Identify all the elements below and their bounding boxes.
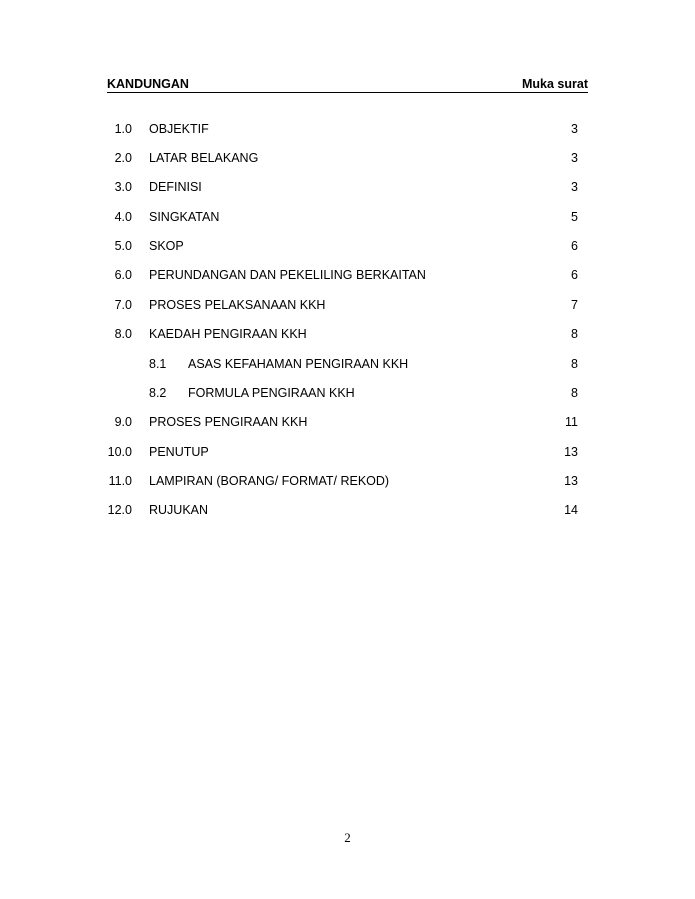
toc-entry-page: 6 — [571, 239, 578, 253]
toc-entry-5 — [0, 238, 695, 254]
toc-entry-title: PROSES PENGIRAAN KKH — [149, 415, 308, 429]
toc-entry-number: 7.0 — [114, 298, 132, 312]
toc-entry-number: 11.0 — [108, 474, 132, 488]
toc-entry-title: PROSES PELAKSANAAN KKH — [149, 298, 326, 312]
toc-entry-7 — [0, 297, 695, 313]
toc-entry-title: PERUNDANGAN DAN PEKELILING BERKAITAN — [149, 268, 426, 282]
toc-entry-title: LATAR BELAKANG — [149, 151, 259, 165]
toc-entry-number: 5.0 — [114, 239, 132, 253]
toc-header — [107, 77, 588, 93]
toc-entry-page: 13 — [564, 474, 578, 488]
toc-entry-title: KAEDAH PENGIRAAN KKH — [149, 327, 307, 341]
toc-entry-title: FORMULA PENGIRAAN KKH — [188, 386, 355, 400]
toc-entry-3 — [0, 179, 695, 195]
toc-entry-page: 8 — [571, 357, 578, 371]
toc-entry-12 — [0, 502, 695, 518]
toc-entry-page: 7 — [571, 298, 578, 312]
toc-entry-page: 3 — [571, 180, 578, 194]
toc-entry-9 — [0, 414, 695, 430]
toc-entry-title: RUJUKAN — [149, 503, 209, 517]
toc-entry-6 — [0, 267, 695, 283]
toc-entry-number: 2.0 — [114, 151, 132, 165]
toc-entry-number: 8.2 — [149, 386, 167, 400]
toc-entry-10 — [0, 444, 695, 460]
toc-entry-number: 3.0 — [114, 180, 132, 194]
page-number: 2 — [344, 830, 351, 845]
toc-entry-number: 9.0 — [114, 415, 132, 429]
toc-entry-page: 13 — [564, 445, 578, 459]
page-column-heading: Muka surat — [522, 77, 588, 91]
toc-entry-title: SKOP — [149, 239, 184, 253]
toc-entry-title: ASAS KEFAHAMAN PENGIRAAN KKH — [188, 357, 409, 371]
toc-entry-page: 3 — [571, 122, 578, 136]
toc-entry-title: PENUTUP — [149, 445, 209, 459]
toc-entry-page: 8 — [571, 386, 578, 400]
toc-entry-number: 8.0 — [114, 327, 132, 341]
toc-entry-2 — [0, 150, 695, 166]
toc-entry-title: DEFINISI — [149, 180, 202, 194]
toc-subentry-8-2 — [0, 385, 695, 401]
toc-entry-number: 4.0 — [114, 210, 132, 224]
toc-entry-title: OBJEKTIF — [149, 122, 209, 136]
toc-entry-page: 14 — [564, 503, 578, 517]
toc-entry-8 — [0, 326, 695, 342]
toc-entry-page: 8 — [571, 327, 578, 341]
toc-entry-number: 10.0 — [107, 445, 132, 459]
toc-subentry-8-1 — [0, 356, 695, 372]
toc-heading: KANDUNGAN — [107, 77, 189, 91]
toc-entry-number: 12.0 — [107, 503, 132, 517]
toc-entry-number: 8.1 — [149, 357, 167, 371]
toc-entry-page: 11 — [565, 415, 578, 429]
toc-entry-number: 1.0 — [114, 122, 132, 136]
toc-entry-4 — [0, 209, 695, 225]
toc-entry-page: 3 — [571, 151, 578, 165]
toc-entry-title: SINGKATAN — [149, 210, 220, 224]
toc-entry-title: LAMPIRAN (BORANG/ FORMAT/ REKOD) — [149, 474, 390, 488]
toc-entry-page: 6 — [571, 268, 578, 282]
toc-entry-11 — [0, 473, 695, 489]
toc-entry-page: 5 — [571, 210, 578, 224]
toc-entry-number: 6.0 — [114, 268, 132, 282]
toc-entry-1 — [0, 121, 695, 137]
